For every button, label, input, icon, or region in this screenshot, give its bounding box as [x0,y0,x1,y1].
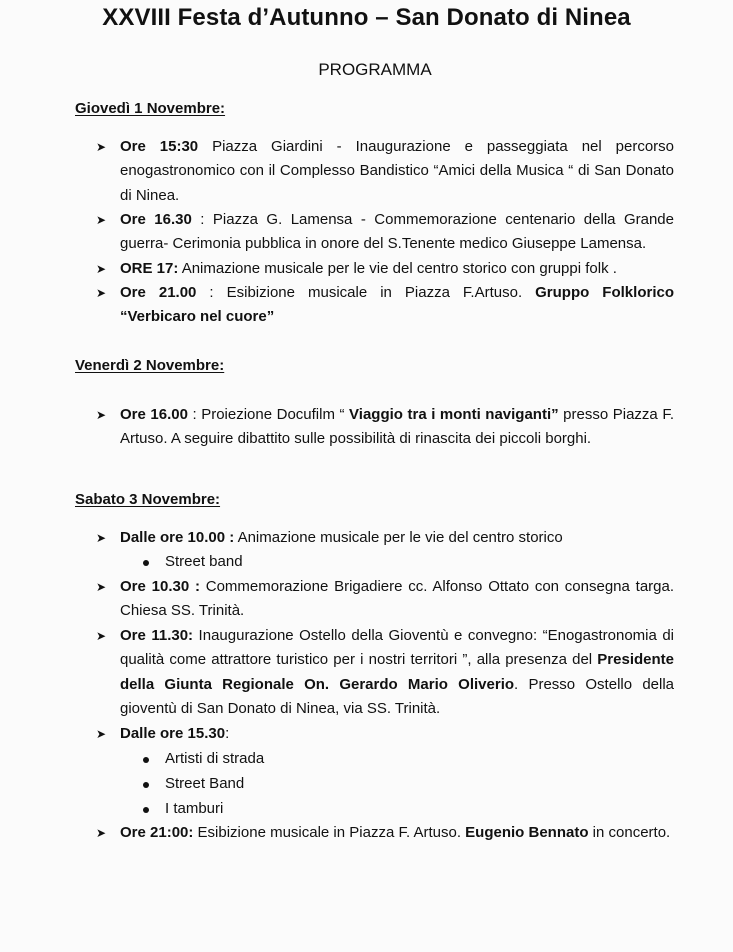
day-heading-3: Sabato 3 Novembre: [75,491,221,508]
arrow-bullet-icon: ➤ [96,826,107,840]
program-item [96,526,674,550]
dot-bullet-icon [143,757,149,763]
sub-list-item [143,772,244,796]
program-item [96,575,674,624]
item-text: Esibizione musicale in Piazza F. Artuso. [193,824,466,841]
program-item [96,821,674,845]
arrow-bullet-icon: ➤ [96,140,107,154]
page-title: XXVIII Festa d’Autunno – San Donato di Ninea [102,4,631,31]
item-text: Commemorazione Brigadiere cc. Alfonso Ottato con consegna targa. Chiesa SS. Trinità. [120,578,675,620]
sub-list-item [143,797,223,821]
program-item [96,135,674,208]
item-time: Ore 11.30: [120,627,194,644]
arrow-bullet-icon: ➤ [96,531,107,545]
item-performer: Gruppo Folklorico “Verbicaro nel cuore” [120,284,674,326]
sub-item-text: Street band [165,553,243,570]
item-text-2: . Presso Ostello della gioventù di San Donato di Ninea, via SS. Trinità. [120,675,675,717]
item-film-title: Viaggio tra i monti naviganti” [349,406,559,423]
program-item [96,257,674,281]
item-time: ORE 17: [120,260,179,277]
item-text-2: presso Piazza F. Artuso. A seguire dibattito sulle possibilità di rinascita dei piccoli borghi. [120,406,674,448]
program-item [96,722,674,746]
item-time: Ore 21:00: [120,824,194,841]
arrow-bullet-icon: ➤ [96,727,107,741]
item-time: Ore 16.00 [120,406,188,423]
sub-item-text: Street Band [165,775,245,792]
sub-item-text: I tamburi [165,800,224,817]
item-text: : [225,725,230,742]
program-item [96,403,674,452]
programma-heading: PROGRAMMA [318,60,432,79]
day-heading-1: Giovedì 1 Novembre: [75,100,226,117]
item-performer: Eugenio Bennato [465,824,589,841]
dot-bullet-icon [143,807,149,813]
program-item [96,281,674,330]
day-heading-2: Venerdì 2 Novembre: [75,357,225,374]
item-text: : Esibizione musicale in Piazza F.Artuso. [196,284,536,301]
item-text: Piazza Giardini - Inaugurazione e passeggiata nel percorso enogastronomico con il Complesso Bandistico “Amici della Musica “ di San Donato di Ninea. [120,138,675,204]
arrow-bullet-icon: ➤ [96,262,107,276]
item-time: Ore 16.30 [120,211,192,228]
item-text-2: in concerto. [588,824,671,841]
arrow-bullet-icon: ➤ [96,213,107,227]
arrow-bullet-icon: ➤ [96,629,107,643]
item-guest: Presidente della Giunta Regionale On. Gerardo Mario Oliverio [120,651,674,693]
item-text: : Proiezione Docufilm “ [187,406,350,423]
sub-list-item [143,550,243,574]
dot-bullet-icon [143,560,149,566]
item-text: : Piazza G. Lamensa - Commemorazione centenario della Grande guerra- Cerimonia pubblica in onore del S.Tenente medico Giuseppe Lamensa. [120,211,674,253]
sub-item-text: Artisti di strada [165,750,265,767]
sub-list-item [143,747,264,771]
item-time: Ore 10.30 : [120,578,200,595]
item-time: Ore 21.00 [120,284,197,301]
item-time: Ore 15:30 [120,138,199,155]
item-text: Inaugurazione Ostello della Gioventù e convegno: “Enogastronomia di qualità come attrattore turistico per i nostri territori ”, alla presenza del [120,627,675,669]
arrow-bullet-icon: ➤ [96,580,107,594]
arrow-bullet-icon: ➤ [96,286,107,300]
program-item [96,624,674,721]
item-time: Dalle ore 10.00 : [120,529,235,546]
dot-bullet-icon [143,782,149,788]
program-item [96,208,674,257]
item-time: Dalle ore 15.30 [120,725,226,742]
item-text: Animazione musicale per le vie del centro storico con gruppi folk . [178,260,617,277]
arrow-bullet-icon: ➤ [96,408,107,422]
item-text: Animazione musicale per le vie del centro storico [234,529,563,546]
